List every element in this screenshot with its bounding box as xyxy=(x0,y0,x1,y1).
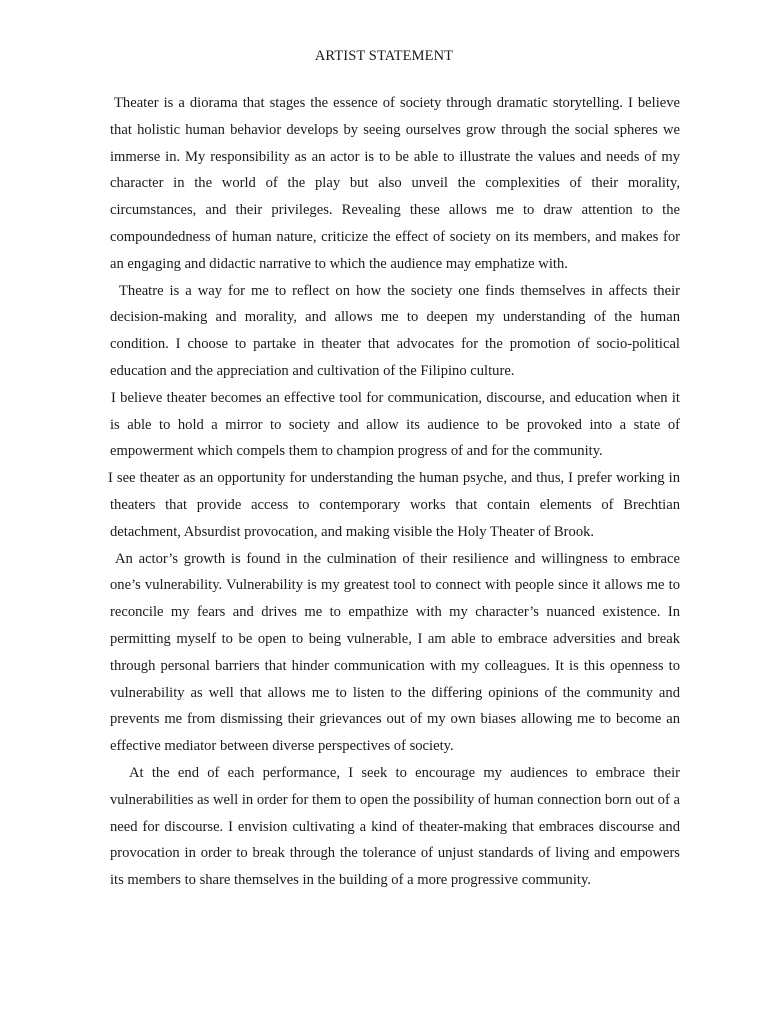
paragraph-4: I see theater as an opportunity for understanding the human psyche, and thus, I prefer working in theaters that provide access to contemporary works that contain elements of Brechtian detachment, Absurdist provocation, and making visible the Holy Theater of Brook. xyxy=(108,470,680,540)
paragraph-2: Theatre is a way for me to reflect on how the society one finds themselves in affects their decision-making and morality, and allows me to deepen my understanding of the human condition. I choose to partake in theater that advocates for the promotion of socio-political education and the appreciation and cultivation of the Filipino culture. xyxy=(110,282,680,379)
paragraph-5: An actor’s growth is found in the culmination of their resilience and willingness to embrace one’s vulnerability. Vulnerability is my greatest tool to connect with people since it allows me to reconcile my fears and drives me to empathize with my character’s nuanced existence. In permitting myself to be open to being vulnerable, I am able to embrace adversities and break through personal barriers that hinder communication with my colleagues. It is this openness to vulnerability as well that allows me to listen to the differing opinions of the community and prevents me from dismissing their grievances out of my own biases allowing me to become an effective mediator between diverse perspectives of society. xyxy=(110,550,680,755)
document-body xyxy=(110,90,680,894)
paragraph-3: I believe theater becomes an effective tool for communication, discourse, and education when it is able to hold a mirror to society and allow its audience to be provoked into a state of empowerment which compels them to champion progress of and for the community. xyxy=(110,389,680,460)
paragraph-1: Theater is a diorama that stages the essence of society through dramatic storytelling. I believe that holistic human behavior develops by seeing ourselves grow through the social spheres we immerse in. My responsibility as an actor is to be able to illustrate the values and needs of my character in the world of the play but also unveil the complexities of their morality, circumstances, and their privileges. Revealing these allows me to draw attention to the compoundedness of human nature, criticize the effect of society on its members, and makes for an engaging and didactic narrative to which the audience may emphatize with. xyxy=(110,95,680,272)
document-title: ARTIST STATEMENT xyxy=(314,48,454,64)
paragraph-6: At the end of each performance, I seek to encourage my audiences to embrace their vulnerabilities as well in order for them to open the possibility of human connection born out of a need for discourse. I envision cultivating a kind of theater-making that embraces discourse and provocation in order to break through the tolerance of unjust standards of living and empowers its members to share themselves in the building of a more progressive community. xyxy=(110,764,680,889)
